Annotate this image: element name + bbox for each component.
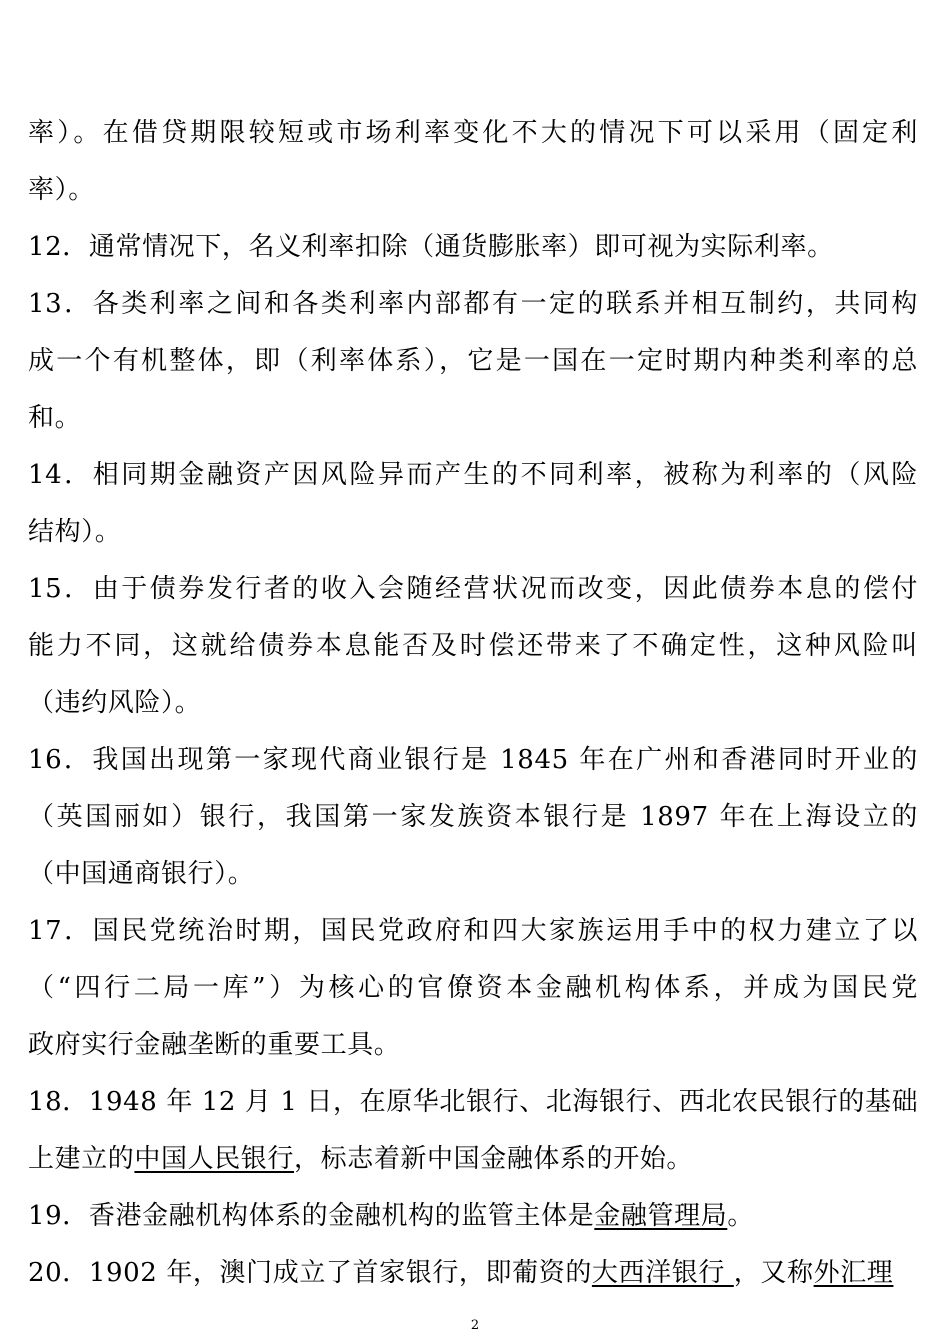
underlined-answer: 外汇理 — [813, 1258, 894, 1288]
underlined-answer: 大西洋银行 — [591, 1258, 734, 1288]
text-line: 14．相同期金融资产因风险异而产生的不同利率，被称为利率的（风险 — [28, 460, 918, 490]
text-line — [28, 1196, 918, 1236]
text-line: 率）。 — [28, 175, 95, 205]
text-line: 结构）。 — [28, 517, 122, 547]
text-line: 17．国民党统治时期，国民党政府和四大家族运用手中的权力建立了以 — [28, 916, 918, 946]
page-number: 2 — [470, 1318, 480, 1333]
line-text: 20．1902 年，澳门成立了首家银行，即葡资的 — [28, 1258, 592, 1288]
text-line: （违约风险）。 — [28, 688, 202, 718]
line-text: ，又称 — [733, 1258, 814, 1288]
line-text: 。 — [727, 1201, 754, 1231]
text-line: （中国通商银行）。 — [28, 859, 255, 889]
text-line — [28, 1139, 918, 1179]
line-text: ，标志着新中国金融体系的开始。 — [294, 1144, 694, 1174]
text-line: 15．由于债券发行者的收入会随经营状况而改变，因此债券本息的偿付 — [28, 574, 918, 604]
text-line: 12．通常情况下，名义利率扣除（通货膨胀率）即可视为实际利率。 — [28, 232, 834, 262]
text-line — [28, 1253, 918, 1293]
line-text: 19．香港金融机构体系的金融机构的监管主体是 — [28, 1201, 595, 1231]
line-text: 上建立的 — [28, 1144, 135, 1174]
text-line: （英国丽如）银行，我国第一家发族资本银行是 1897 年在上海设立的 — [28, 802, 918, 832]
underlined-answer: 金融管理局 — [594, 1201, 728, 1231]
text-line: 18．1948 年 12 月 1 日，在原华北银行、北海银行、西北农民银行的基础 — [28, 1087, 918, 1117]
text-line: 13．各类利率之间和各类利率内部都有一定的联系并相互制约，共同构 — [28, 289, 918, 319]
text-line: （“四行二局一库”）为核心的官僚资本金融机构体系，并成为国民党 — [28, 973, 918, 1003]
text-line: 和。 — [28, 403, 82, 433]
text-line: 成一个有机整体，即（利率体系），它是一国在一定时期内种类利率的总 — [28, 346, 918, 376]
text-line: 能力不同，这就给债券本息能否及时偿还带来了不确定性，这种风险叫 — [28, 631, 918, 661]
text-line: 率）。在借贷期限较短或市场利率变化不大的情况下可以采用（固定利 — [28, 118, 918, 148]
underlined-answer: 中国人民银行 — [134, 1144, 295, 1174]
text-line: 政府实行金融垄断的重要工具。 — [28, 1030, 401, 1060]
text-line: 16．我国出现第一家现代商业银行是 1845 年在广州和香港同时开业的 — [28, 745, 918, 775]
